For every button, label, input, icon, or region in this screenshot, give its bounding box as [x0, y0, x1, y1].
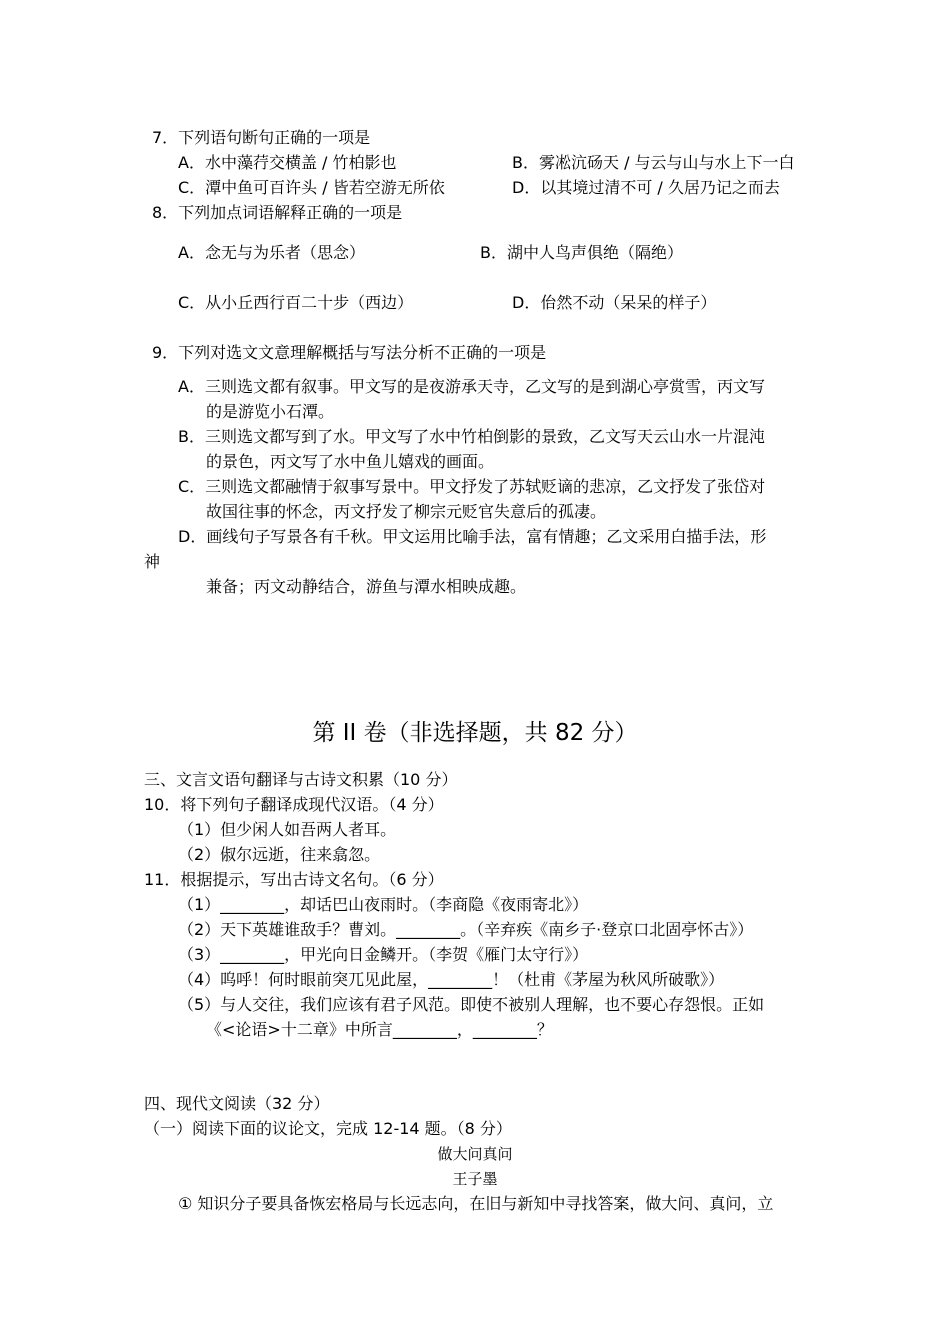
q9-option-d-line3: 兼备；丙文动静结合，游鱼与潭水相映成趣。 — [206, 577, 527, 596]
q11-item-5-line1: （5）与人交往，我们应该有君子风范。即使不被别人理解，也不要心存怨恨。正如 — [178, 995, 765, 1014]
q9-stem: 9．下列对选文文意理解概括与写法分析不正确的一项是 — [152, 343, 547, 362]
q11-item-2: （2）天下英雄谁敌手？曹刘。________。（辛弃疾《南乡子·登京口北固亭怀古》） — [178, 920, 754, 939]
q7-option-d: D．以其境过清不可 / 久居乃记之而去 — [512, 178, 780, 197]
q9-option-a-line1: A．三则选文都有叙事。甲文写的是夜游承天寺，乙文写的是到湖心亭赏雪，丙文写 — [178, 377, 765, 396]
q8-option-b: B．湖中人鸟声俱绝（隔绝） — [480, 243, 683, 262]
q10-item-2: （2）俶尔远逝，往来翕忽。 — [178, 845, 381, 864]
q10-stem: 10．将下列句子翻译成现代汉语。（4 分） — [144, 795, 444, 814]
q8-option-a: A．念无与为乐者（思念） — [178, 243, 365, 262]
q8-option-d: D．佁然不动（呆呆的样子） — [512, 293, 717, 312]
q11-item-1: （1）________，却话巴山夜雨时。（李商隐《夜雨寄北》） — [178, 895, 589, 914]
q9-option-d-line1: D．画线句子写景各有千秋。甲文运用比喻手法，富有情趣；乙文采用白描手法，形 — [178, 527, 767, 546]
q11-item-3: （3）________，甲光向日金鳞开。（李贺《雁门太守行》） — [178, 945, 589, 964]
q7-option-a: A．水中藻荇交横盖 / 竹柏影也 — [178, 153, 397, 172]
q9-option-b-line1: B．三则选文都写到了水。甲文写了水中竹柏倒影的景致，乙文写天云山水一片混沌 — [178, 427, 765, 446]
reading-part-1-instruction: （一）阅读下面的议论文，完成 12-14 题。（8 分） — [144, 1119, 512, 1138]
q9-option-b-line2: 的景色，丙文写了水中鱼儿嬉戏的画面。 — [206, 452, 495, 471]
part-2-title: 第 II 卷（非选择题，共 82 分） — [312, 720, 638, 746]
q8-stem: 8．下列加点词语解释正确的一项是 — [152, 203, 403, 222]
article-author: 王子墨 — [452, 1170, 498, 1188]
q9-option-c-line2: 故国往事的怀念，丙文抒发了柳宗元贬官失意后的孤凄。 — [206, 502, 607, 521]
q11-item-5-line2: 《<论语>十二章》中所言________，________？ — [206, 1020, 553, 1039]
q11-item-4: （4）呜呼！何时眼前突兀见此屋，________！（杜甫《茅屋为秋风所破歌》） — [178, 970, 725, 989]
article-paragraph-1: ① 知识分子要具备恢宏格局与长远志向，在旧与新知中寻找答案，做大问、真问，立 — [178, 1194, 774, 1213]
q7-stem: 7．下列语句断句正确的一项是 — [152, 128, 371, 147]
section-3-title: 三、文言文语句翻译与古诗文积累（10 分） — [144, 770, 458, 789]
q7-option-c: C．潭中鱼可百许头 / 皆若空游无所依 — [178, 178, 445, 197]
q9-option-d-line2: 神 — [144, 552, 161, 571]
section-4-title: 四、现代文阅读（32 分） — [144, 1094, 330, 1113]
q11-stem: 11．根据提示，写出古诗文名句。（6 分） — [144, 870, 444, 889]
q8-option-c: C．从小丘西行百二十步（西边） — [178, 293, 414, 312]
q7-option-b: B．雾凇沆砀天 / 与云与山与水上下一白 — [512, 153, 795, 172]
article-title: 做大问真问 — [437, 1145, 513, 1163]
q9-option-a-line2: 的是游览小石潭。 — [206, 402, 335, 421]
q10-item-1: （1）但少闲人如吾两人者耳。 — [178, 820, 397, 839]
q9-option-c-line1: C．三则选文都融情于叙事写景中。甲文抒发了苏轼贬谪的悲凉，乙文抒发了张岱对 — [178, 477, 766, 496]
